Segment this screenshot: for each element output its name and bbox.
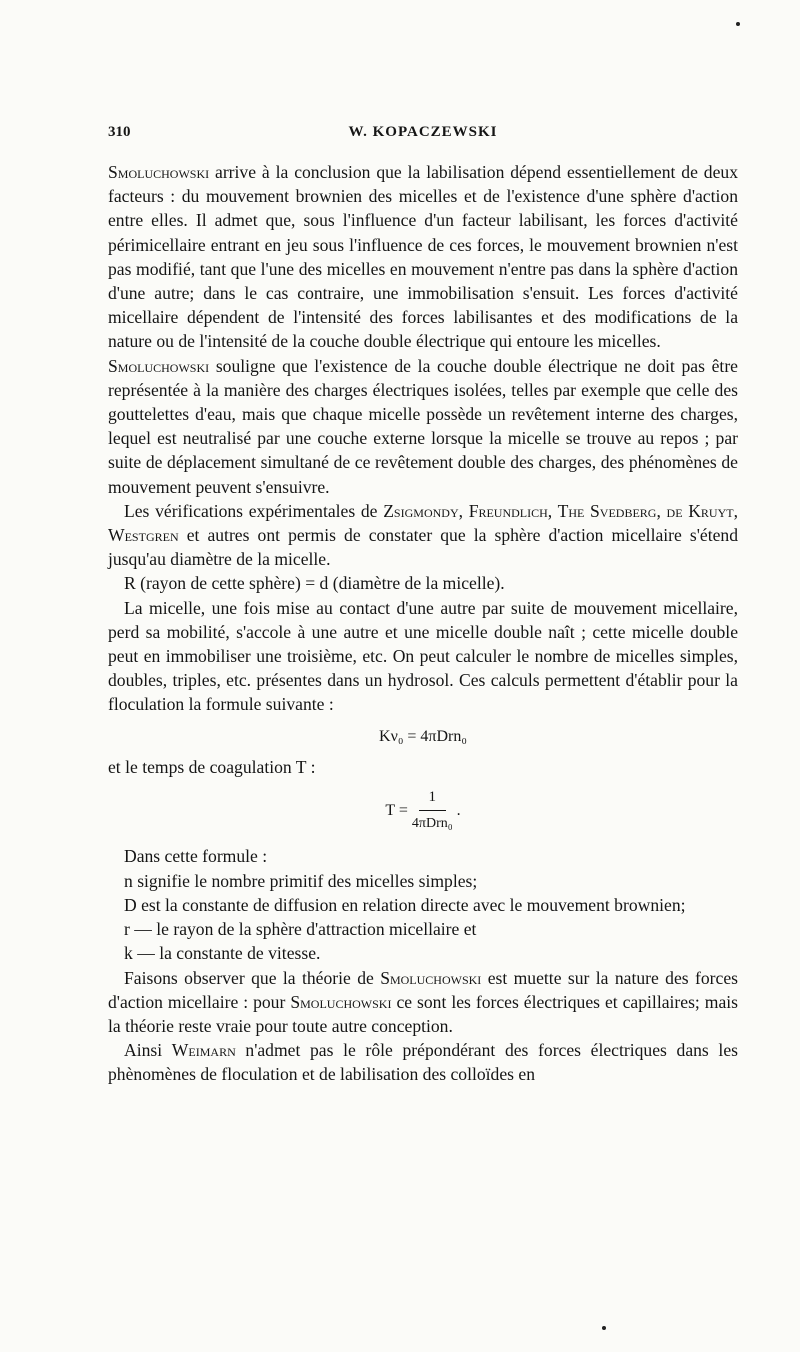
paragraph-text: et autres ont permis de constater que la sphère d'action micellaire s'étend jusqu'au diamètre de la micelle. xyxy=(108,525,739,570)
print-speck xyxy=(602,1326,606,1330)
paragraph-7: Dans cette formule : xyxy=(124,846,268,867)
paragraph-text: est muette sur la nature des forces d'action micellaire : pour xyxy=(108,967,738,1012)
fraction-numerator: 1 xyxy=(419,785,447,811)
paragraph-1 xyxy=(108,160,738,354)
paragraph-9 xyxy=(108,1038,738,1086)
paragraph-text: Ainsi xyxy=(124,1040,163,1061)
paragraph-text: ce sont les forces électriques et capillaires; mais la théorie reste vraie pour toute autre conception. xyxy=(108,991,739,1036)
body-text xyxy=(108,160,738,1087)
formula-flocculation: Kν₀ = 4πDrn₀ xyxy=(379,727,467,745)
paragraph-text: souligne que l'existence de la couche double électrique ne doit pas être représentée à la manière des charges électriques isolées, telles par exemple que celle des gouttelettes d'eau, mais que chaque micelle possède un revêtement interne des charges, lequel est neutralisé par une couche externe lorsque la micelle se trouve au repos ; par suite de déplacement simultané de ce revêtement double des charges, des phénomènes de mouvement peuvent s'ensuivre. xyxy=(108,355,738,497)
author-name: Smoluchowski xyxy=(380,967,482,988)
formula-coagulation-time xyxy=(108,785,738,836)
paragraph-3 xyxy=(108,499,738,572)
paragraph-text: n'admet pas le rôle prépondérant des forces électriques dans les phènomènes de floculation et de labilisation des colloïdes en xyxy=(108,1040,738,1085)
definition-r: r — le rayon de la sphère d'attraction micellaire et xyxy=(124,919,477,940)
fraction xyxy=(412,785,453,836)
paragraph-text: arrive à la conclusion que la labilisation dépend essentiellement de deux facteurs : du mouvement brownien des micelles et de l'existence d'une sphère d'action entre elles. Il admet que, sous l'influence d'un facteur labilisant, les forces d'activité périmicellaire entrant en jeu sous l'influence de ces forces, le mouvement brownien n'est pas modifié, tant que l'une des micelles en mouvement n'entre pas dans la sphère d'action d'une autre; dans le cas contraire, une immobilisation s'ensuit. Les forces d'activité micellaire dépendent de l'intensité des forces labilisantes et des modifications de la nature ou de l'intensité de la couche double électrique qui entoure les micelles. xyxy=(108,162,738,352)
page-number: 310 xyxy=(108,124,131,140)
formula-lhs: T = xyxy=(385,801,408,819)
paragraph-text: Faisons observer que la théorie de xyxy=(124,967,374,988)
running-title: W. KOPACZEWSKI xyxy=(348,124,498,140)
paragraph-8 xyxy=(108,966,738,1039)
print-speck xyxy=(736,22,740,26)
paragraph-4: R (rayon de cette sphère) = d (diamètre de la micelle). xyxy=(124,573,505,594)
author-name: Smoluchowski xyxy=(108,162,210,182)
paragraph-6: et le temps de coagulation T : xyxy=(108,756,316,777)
paragraph-5: La micelle, une fois mise au contact d'une autre par suite de mouvement micellaire, perd sa mobilité, s'accole à une autre et une micelle double naît ; cette micelle double peut en immobiliser une troisième, etc. On peut calculer le nombre de micelles simples, doubles, triples, etc. présentes dans un hydrosol. Ces calculs permettent d'établir pour la floculation la formule suivante : xyxy=(108,597,738,715)
author-name: Smoluchowski xyxy=(290,991,392,1012)
definition-d: D est la constante de diffusion en relation directe avec le mouvement brownien; xyxy=(124,894,686,915)
fraction-denominator: 4πDrn₀ xyxy=(411,816,453,832)
author-names: Zsigmondy, Freundlich, The Svedberg, de Kruyt, Westgren xyxy=(108,500,738,546)
author-name: Smoluchowski xyxy=(108,355,210,376)
formula-tail: . xyxy=(456,801,461,819)
paragraph-text: Les vérifications expérimentales de xyxy=(124,500,378,521)
definition-k: k — la constante de vitesse. xyxy=(124,943,321,964)
definition-n: n signifie le nombre primitif des micelles simples; xyxy=(124,870,478,891)
paragraph-2 xyxy=(108,354,738,499)
page-header xyxy=(108,124,738,148)
author-name: Weimarn xyxy=(171,1040,236,1061)
